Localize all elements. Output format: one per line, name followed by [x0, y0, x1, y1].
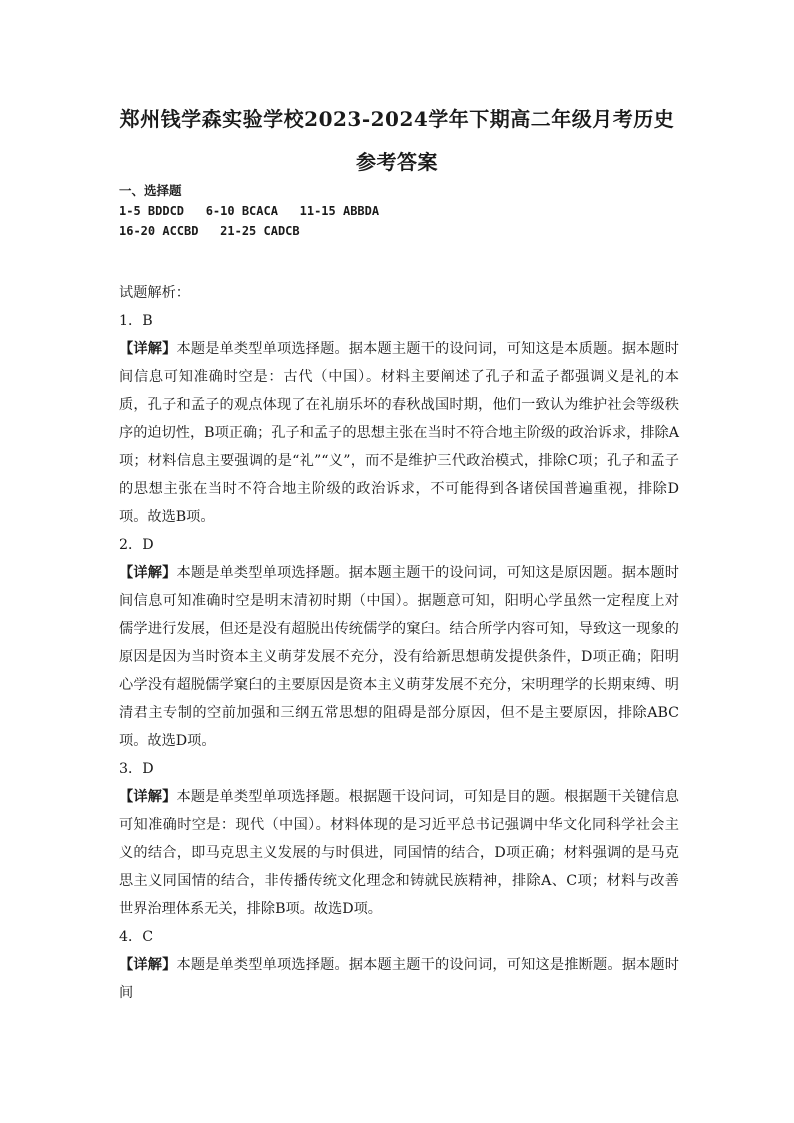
- explanation-text: 本题是单类型单项选择题。根据题干设问词，可知是目的题。根据题干关键信息可知准确时空是：现代（中国）。材料体现的是习近平总书记强调中华文化同科学社会主义的结合，即马克思主义发展的与时俱进，同国情的结合，D项正确；材料强调的是马克思主义同国情的结合，非传播传统文化理念和铸就民族精神，排除A、C项；材料与改善世界治理体系无关，排除B项。故选D项。: [119, 789, 679, 917]
- question-number: 3．D: [119, 761, 154, 777]
- question-explanation: [119, 335, 679, 531]
- document-title: 郑州钱学森实验学校2023-2024学年下期高二年级月考历史: [119, 107, 675, 131]
- analysis-heading: 试题解析：: [119, 285, 190, 301]
- explanation-text: 本题是单类型单项选择题。据本题主题干的设问词，可知这是原因题。据本题时间信息可知准确时空是明末清初时期（中国）。据题意可知，阳明心学虽然一定程度上对儒学进行发展，但还是没有超脱出传统儒学的窠臼。结合所学内容可知，导致这一现象的原因是因为当时资本主义萌芽发展不充分，没有给新思想萌发提供条件，D项正确；阳明心学没有超脱儒学窠臼的主要原因是资本主义萌芽发展不充分，宋明理学的长期束缚、明清君主专制的空前加强和三纲五常思想的阻碍是部分原因，但不是主要原因，排除ABC项。故选D项。: [119, 565, 679, 749]
- detail-tag: 【详解】: [119, 341, 177, 357]
- question-explanation: [119, 783, 679, 923]
- explanation-text: 本题是单类型单项选择题。据本题主题干的设问词，可知这是本质题。据本题时间信息可知准确时空是：古代（中国）。材料主要阐述了孔子和孟子都强调义是礼的本质，孔子和孟子的观点体现了在礼崩乐坏的春秋战国时期，他们一致认为维护社会等级秩序的迫切性，B项正确；孔子和孟子的思想主张在当时不符合地主阶级的政治诉求，排除A项；材料信息主要强调的是“礼”“义”，而不是维护三代政治模式，排除C项；孔子和孟子的思想主张在当时不符合地主阶级的政治诉求，不可能得到各诸侯国普遍重视，排除D项。故选B项。: [119, 341, 679, 525]
- explanation-text: 本题是单类型单项选择题。据本题主题干的设问词，可知这是推断题。据本题时间: [119, 957, 679, 1001]
- detail-tag: 【详解】: [119, 957, 177, 973]
- question-number: 4．C: [119, 929, 154, 945]
- section-label: 一、选择题: [119, 183, 182, 198]
- answer-key-line-2: 16-20 ACCBD 21-25 CADCB: [119, 224, 300, 238]
- answer-key-line-1: 1-5 BDDCD 6-10 BCACA 11-15 ABBDA: [119, 204, 380, 218]
- detail-tag: 【详解】: [119, 565, 177, 581]
- question-number: 2．D: [119, 537, 154, 553]
- question-number: 1．B: [119, 313, 153, 329]
- question-explanation: [119, 559, 679, 755]
- document-subtitle: 参考答案: [356, 150, 438, 174]
- analysis-section: [119, 279, 679, 1007]
- question-explanation: [119, 951, 679, 1007]
- detail-tag: 【详解】: [119, 789, 177, 805]
